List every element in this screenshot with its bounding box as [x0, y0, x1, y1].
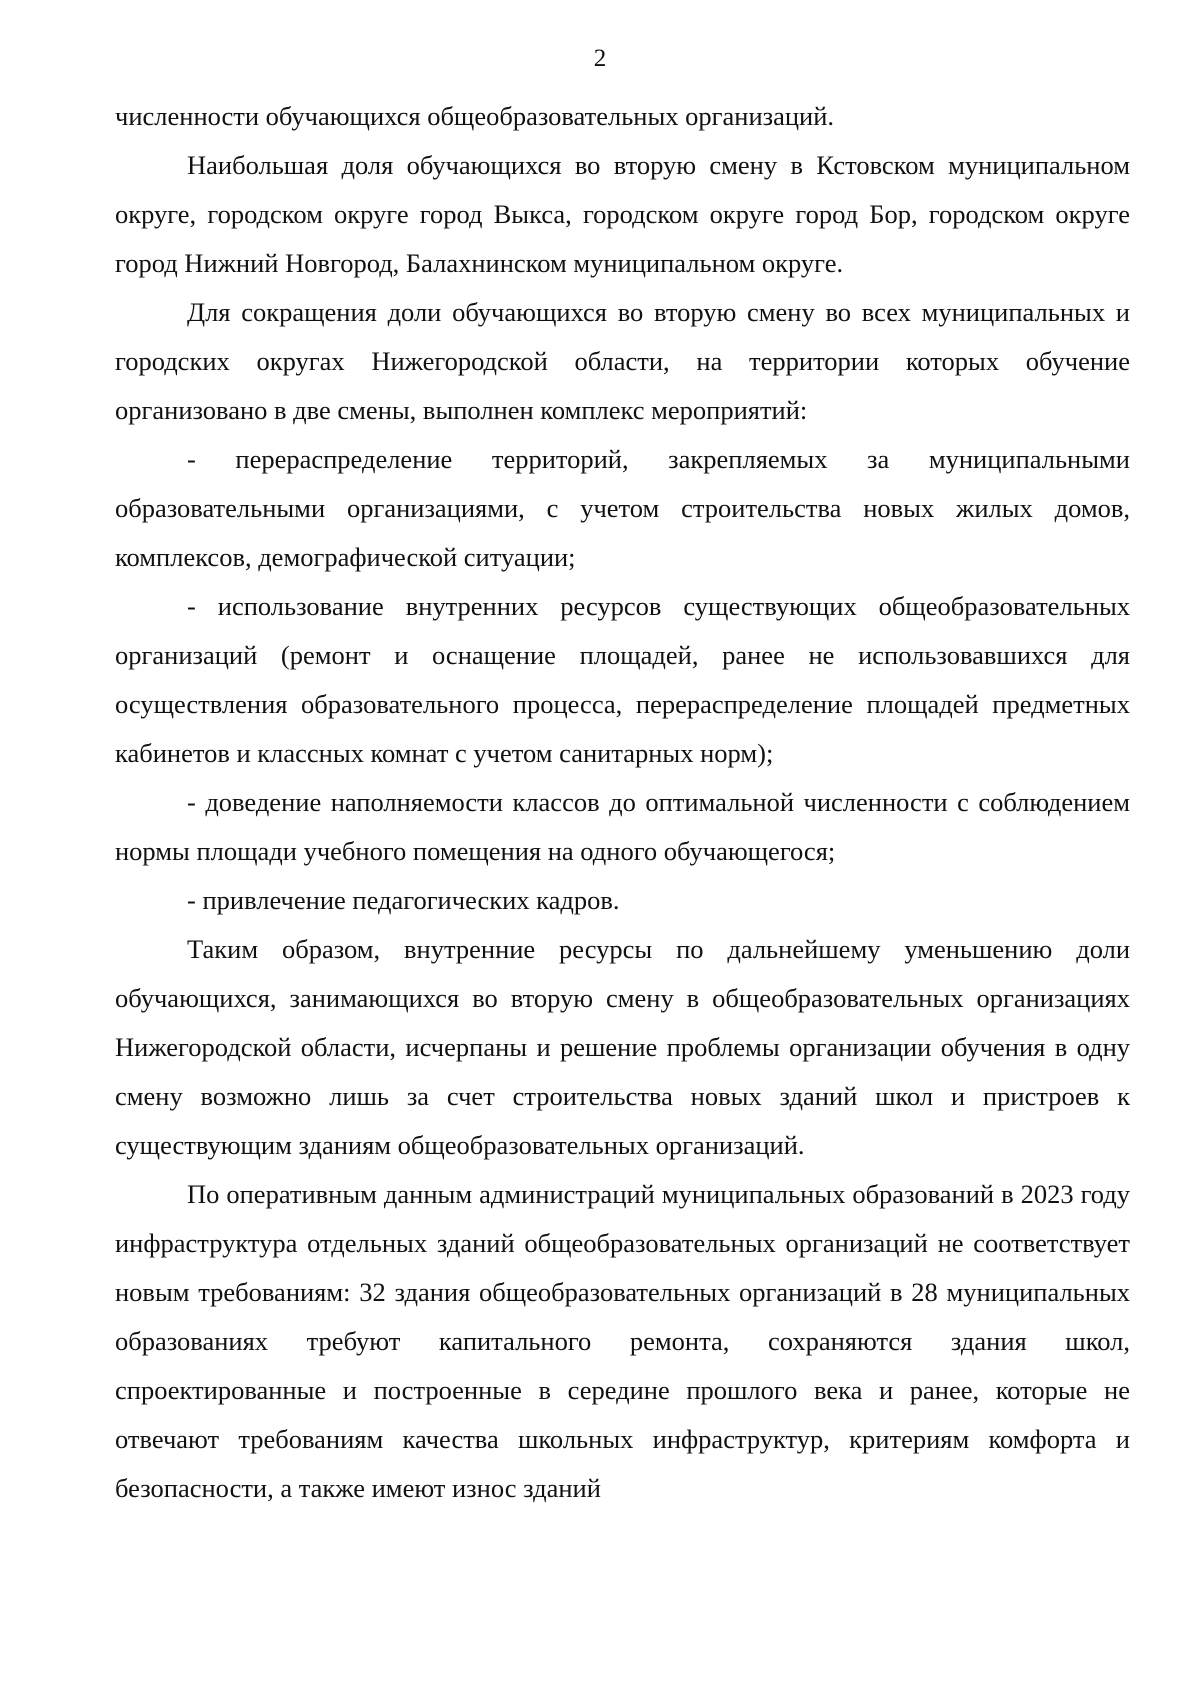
paragraph-measures-intro: Для сокращения доли обучающихся во вторую смену во всех муниципальных и городских округах Нижегородской области, на территории которых обучение организовано в две смены, выполнен комплекс мероприятий: — [115, 297, 1130, 425]
list-item-staff-attraction: - привлечение педагогических кадров. — [187, 885, 620, 915]
paragraph-infrastructure-data: По оперативным данным администраций муниципальных образований в 2023 году инфраструктура отдельных зданий общеобразовательных организаций не соответствует новым требованиям: 32 здания общеобразовательных организаций в 28 муниципальных образованиях требуют капитального ремонта, сохраняются здания школ, спроектированные и построенные в середине прошлого века и ранее, которые не отвечают требованиям качества школьных инфраструктур, критериям комфорта и безопасности, а также имеют износ зданий — [115, 1179, 1130, 1503]
paragraph-continuation: численности обучающихся общеобразовательных организаций. — [115, 101, 835, 131]
list-item-internal-resources: - использование внутренних ресурсов существующих общеобразовательных организаций (ремонт и оснащение площадей, ранее не использовавшихся для осуществления образовательного процесса, перераспределение площадей предметных кабинетов и классных комнат с учетом санитарных норм); — [115, 591, 1130, 768]
list-item-territory-redistribution: - перераспределение территорий, закрепляемых за муниципальными образовательными организациями, с учетом строительства новых жилых домов, комплексов, демографической ситуации; — [115, 444, 1130, 572]
paragraph-conclusion: Таким образом, внутренние ресурсы по дальнейшему уменьшению доли обучающихся, занимающихся во вторую смену в общеобразовательных организациях Нижегородской области, исчерпаны и решение проблемы организации обучения в одну смену возможно лишь за счет строительства новых зданий школ и пристроев к существующим зданиям общеобразовательных организаций. — [115, 934, 1130, 1160]
page-number: 2 — [593, 45, 607, 72]
document-body — [115, 92, 1130, 1513]
list-item-class-occupancy: - доведение наполняемости классов до оптимальной численности с соблюдением нормы площади учебного помещения на одного обучающегося; — [115, 787, 1130, 866]
paragraph-largest-share: Наибольшая доля обучающихся во вторую смену в Кстовском муниципальном округе, городском округе город Выкса, городском округе город Бор, городском округе город Нижний Новгород, Балахнинском муниципальном округе. — [115, 150, 1130, 278]
